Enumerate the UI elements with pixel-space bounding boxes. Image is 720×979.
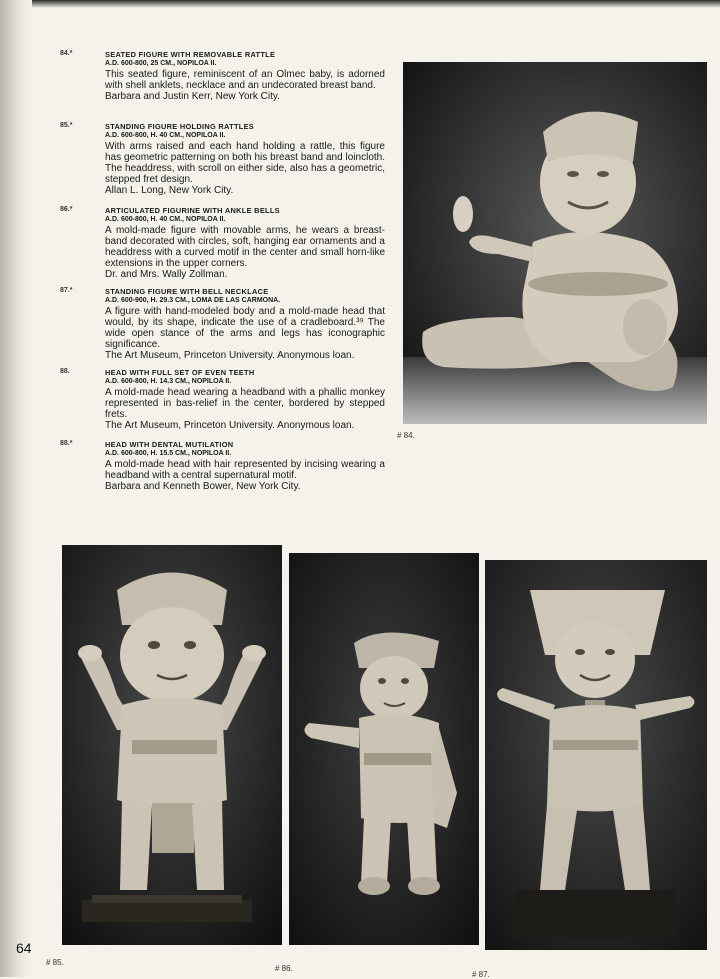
entry-number: 88. [60,368,70,375]
entry-description: A mold-made head with hair represented by incising wearing a headband with a central supernatural motif. [105,459,385,481]
entry-owner: Barbara and Kenneth Bower, New York City. [105,481,301,492]
entry-title: HEAD WITH DENTAL MUTILATION [105,440,234,449]
page-top-shadow [0,0,720,8]
caption-fig-85: # 85. [46,958,64,967]
entry-title: STANDING FIGURE WITH BELL NECKLACE [105,287,269,296]
entry-description: This seated figure, reminiscent of an Olmec baby, is adorned with shell anklets, necklace and an undecorated breast band. [105,69,385,91]
entry-meta: A.D. 600-800, H. 40 CM., NOPILOA II. [105,216,226,223]
entry-owner: The Art Museum, Princeton University. Anonymous loan. [105,420,355,431]
entry-description: With arms raised and each hand holding a rattle, this figure has geometric patterning on both his breast band and loincloth. The headdress, with scroll on either side, also has a geometric, stepped fret design. [105,141,385,185]
entry-description: A mold-made figure with movable arms, he wears a breast-band decorated with circles, soft, hanging ear ornaments and a headdress with a curved motif in the center and small horn-like extensions in the upper corners. [105,225,385,269]
entry-number: 85.* [60,122,73,129]
entry-number: 87.* [60,287,73,294]
caption-fig-86: # 86. [275,964,293,973]
entry-owner: The Art Museum, Princeton University. Anonymous loan. [105,350,355,361]
entry-title: ARTICULATED FIGURINE WITH ANKLE BELLS [105,206,280,215]
page-number: 64 [16,940,32,956]
page-binding-edge [0,0,32,977]
entry-title: STANDING FIGURE HOLDING RATTLES [105,122,255,131]
photo-fig-87 [485,560,707,950]
entry-owner: Barbara and Justin Kerr, New York City. [105,91,280,102]
entry-title: SEATED FIGURE WITH REMOVABLE RATTLE [105,50,276,59]
entry-meta: A.D. 600-900, H. 29.3 CM., LOMA DE LAS CARMONA. [105,297,281,304]
entry-title: HEAD WITH FULL SET OF EVEN TEETH [105,368,255,377]
entry-description: A figure with hand-modeled body and a mold-made head that would, by its shape, indicate the use of a cradleboard.³⁹ The wide open stance of the arms and legs has iconographic significance. [105,306,385,350]
caption-fig-84: # 84. [397,431,415,440]
caption-fig-87: # 87. [472,970,490,979]
entry-owner: Allan L. Long, New York City. [105,185,234,196]
entry-number: 86.* [60,206,73,213]
entry-number: 84.* [60,50,73,57]
entry-number: 88.* [60,440,73,447]
entry-meta: A.D. 600-800, H. 15.5 CM., NOPILOA II. [105,450,232,457]
entry-description: A mold-made head wearing a headband with a phallic monkey represented in bas-relief in the center, bordered by stepped frets. [105,387,385,420]
entry-meta: A.D. 600-800, 25 CM., NOPILOA II. [105,60,217,67]
entry-meta: A.D. 600-800, H. 14.3 CM., NOPILOA II. [105,378,232,385]
photo-fig-85 [62,545,282,945]
photo-fig-86 [289,553,479,945]
photo-fig-84 [403,62,707,424]
entry-meta: A.D. 600-800, H. 40 CM., NOPILOA II. [105,132,226,139]
entry-owner: Dr. and Mrs. Wally Zollman. [105,269,228,280]
